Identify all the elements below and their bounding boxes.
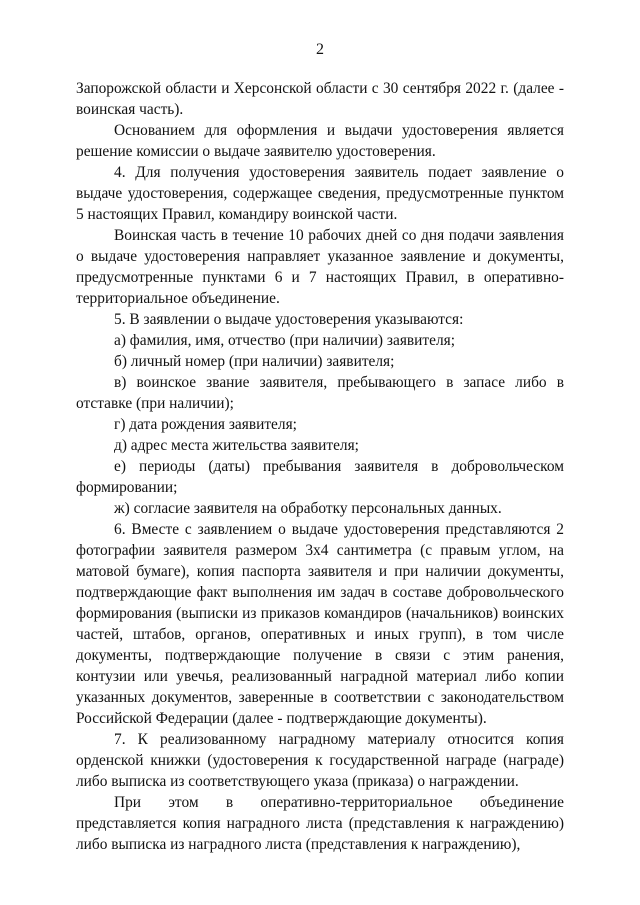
list-item-g: г) дата рождения заявителя;	[114, 416, 297, 433]
list-item-a: а) фамилия, имя, отчество (при наличии) заявителя;	[114, 332, 455, 349]
list-item-d: д) адрес места жительства заявителя;	[114, 437, 359, 454]
paragraph-item-6: 6. Вместе с заявлением о выдаче удостоверения представляются 2 фотографии заявителя размером 3x4 сантиметра (с правым углом, на матовой бумаге), копия паспорта заявителя и при наличии документы, подтверждающие факт выполнения им задач в составе добровольческого формирования (выписки из приказов командиров (начальников) воинских частей, штабов, органов, оперативных и иных групп), в том числе документы, подтверждающие получение в связи с этим ранения, контузии или увечья, реализованный наградной материал либо копии указанных документов, заверенные в соответствии с законодательством Российской Федерации (далее - подтверждающие документы).	[76, 521, 564, 727]
paragraph-military-unit: Воинская часть в течение 10 рабочих дней со дня подачи заявления о выдаче удостоверения направляет указанное заявление и документы, предусмотренные пунктами 6 и 7 настоящих Правил, в оперативно-территориальное объединение.	[76, 227, 564, 307]
paragraph-continuation: Запорожской области и Херсонской области с 30 сентября 2022 г. (далее - воинская часть).	[76, 80, 564, 118]
list-item-zh: ж) согласие заявителя на обработку персональных данных.	[114, 500, 502, 517]
paragraph-item-4: 4. Для получения удостоверения заявитель подает заявление о выдаче удостоверения, содержащее сведения, предусмотренные пунктом 5 настоящих Правил, командиру воинской части.	[76, 164, 564, 223]
document-body	[76, 78, 564, 855]
paragraph-award-sheet: При этом в оперативно-территориальное объединение представляется копия наградного листа (представления к награждению) либо выписка из наградного листа (представления к награждению),	[76, 794, 564, 853]
page-number: 2	[316, 41, 324, 58]
list-item-v: в) воинское звание заявителя, пребывающего в запасе либо в отставке (при наличии);	[76, 374, 564, 412]
paragraph-item-5: 5. В заявлении о выдаче удостоверения указываются:	[114, 311, 464, 328]
paragraph-basis: Основанием для оформления и выдачи удостоверения является решение комиссии о выдаче заявителю удостоверения.	[76, 122, 564, 160]
list-item-e: е) периоды (даты) пребывания заявителя в добровольческом формировании;	[76, 458, 564, 496]
list-item-b: б) личный номер (при наличии) заявителя;	[114, 353, 395, 370]
paragraph-item-7: 7. К реализованному наградному материалу относится копия орденской книжки (удостоверения к государственной награде (награде) либо выписка из соответствующего указа (приказа) о награждении.	[76, 731, 564, 790]
